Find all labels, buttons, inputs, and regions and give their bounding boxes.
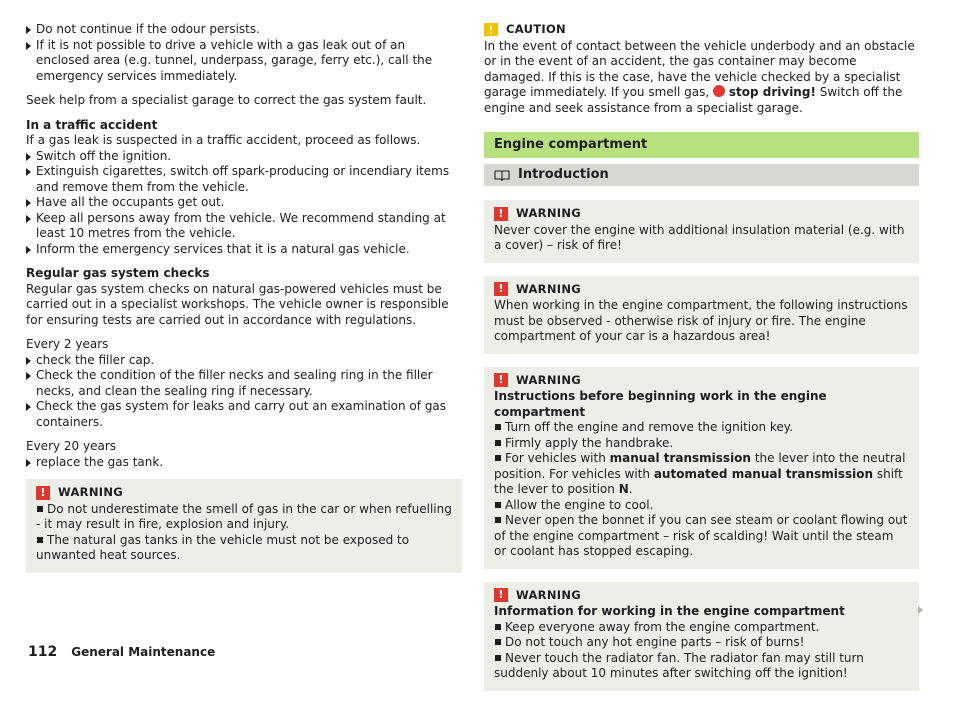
- warning-icon: !: [494, 282, 508, 296]
- warning-item: Keep everyone away from the engine compartment.: [494, 620, 909, 636]
- introduction-title: Introduction: [518, 167, 609, 182]
- warning-item: Allow the engine to cool.: [494, 498, 909, 514]
- warning-item: Never open the bonnet if you can see steam or coolant flowing out of the engine compartment – risk of scalding! Wait until the steam or coolant has stopped escaping.: [494, 513, 908, 558]
- list-item-text: If it is not possible to drive a vehicle with a gas leak out of an enclosed area (e.g. tunnel, underpass, garage, ferry etc.), call the emergency services immediately.: [36, 37, 433, 83]
- list-item-text: Check the gas system for leaks and carry out an examination of gas containers.: [36, 399, 447, 429]
- book-icon: [494, 169, 510, 181]
- stop-warning-light-icon: [713, 85, 725, 97]
- warning-text: Never cover the engine with additional insulation material (e.g. with a cover) – risk of fire!: [494, 222, 905, 252]
- list-item: [26, 38, 462, 85]
- list-item: [26, 368, 462, 399]
- introduction-bar: [484, 164, 919, 186]
- square-bullet-icon: [495, 639, 501, 645]
- list-item-text: check the filler cap.: [36, 352, 155, 367]
- list-item: [26, 164, 462, 195]
- list-item-text: Switch off the ignition.: [36, 148, 172, 163]
- right-column: [484, 22, 919, 704]
- arrow-bullet-icon: [26, 199, 31, 207]
- arrow-bullet-icon: [26, 168, 31, 176]
- caution-title: CAUTION: [506, 22, 566, 36]
- list-item: [26, 399, 462, 430]
- warning-box: [484, 582, 919, 691]
- list-item-text: Do not continue if the odour persists.: [36, 22, 260, 36]
- warning-heading: Information for working in the engine compartment: [494, 604, 845, 618]
- list-item: [26, 149, 462, 165]
- list-item: [26, 195, 462, 211]
- every-2-years-label: Every 2 years: [26, 337, 109, 351]
- section-title: Engine compartment: [484, 132, 919, 158]
- warning-title: WARNING: [516, 281, 581, 296]
- page-number: 112: [28, 644, 58, 660]
- square-bullet-icon: [495, 424, 501, 430]
- warning-icon: !: [494, 373, 508, 387]
- list-item-text: replace the gas tank.: [36, 454, 164, 469]
- warning-heading: Instructions before beginning work in the engine compartment: [494, 389, 827, 419]
- arrow-bullet-icon: [26, 246, 31, 254]
- every-20-years-label: Every 20 years: [26, 439, 117, 453]
- warning-item: For vehicles with manual transmission the lever into the neutral position. For vehicles with automated manual transmission shift the lever to position N.: [494, 451, 906, 496]
- warning-title: WARNING: [516, 372, 581, 387]
- caution-icon: [484, 23, 498, 36]
- warning-text: When working in the engine compartment, the following instructions must be observed - otherwise risk of injury or fire. The engine compartment of your car is a hazardous area!: [494, 298, 908, 343]
- arrow-bullet-icon: [26, 153, 31, 161]
- arrow-bullet-icon: [26, 459, 31, 467]
- warning-box: [484, 200, 919, 263]
- warning-item: Never touch the radiator fan. The radiator fan may still turn suddenly about 10 minutes after switching off the ignition!: [494, 650, 864, 680]
- list-item-text: Extinguish cigarettes, switch off spark-producing or incendiary items and remove them from the vehicle.: [36, 164, 450, 194]
- list-item: [26, 211, 462, 242]
- caution-text: In the event of contact between the vehicle underbody and an obstacle or in the event of an accident, the gas container may become damaged. If this is the case, have the vehicle checked by a specialist garage immediately. If you smell gas, stop driving! Switch off the engine and seek assistance from a specialist garage.: [484, 38, 915, 115]
- checks-heading: Regular gas system checks: [26, 266, 210, 280]
- warning-icon: !: [494, 588, 508, 602]
- list-item-text: Keep all persons away from the vehicle. We recommend standing at least 10 metres from the vehicle.: [36, 210, 446, 240]
- square-bullet-icon: [495, 440, 501, 446]
- warning-box: [484, 367, 919, 569]
- warning-item: Turn off the engine and remove the ignition key.: [494, 420, 909, 436]
- gas-warning-box: [26, 479, 462, 573]
- warning-icon: !: [494, 207, 508, 221]
- warning-item: Do not underestimate the smell of gas in the car or when refuelling - it may result in fire, explosion and injury.: [36, 501, 452, 531]
- arrow-bullet-icon: [26, 403, 31, 411]
- square-bullet-icon: [495, 624, 501, 630]
- seek-help-text: Seek help from a specialist garage to correct the gas system fault.: [26, 93, 427, 107]
- warning-title: WARNING: [516, 587, 581, 602]
- footer-section-label: General Maintenance: [71, 645, 216, 659]
- square-bullet-icon: [495, 502, 501, 508]
- list-item-text: Have all the occupants get out.: [36, 195, 225, 209]
- list-item: [26, 455, 462, 471]
- left-column: [26, 22, 462, 586]
- arrow-bullet-icon: [26, 42, 31, 50]
- arrow-bullet-icon: [26, 215, 31, 223]
- warning-item: The natural gas tanks in the vehicle must not be exposed to unwanted heat sources.: [36, 532, 410, 562]
- accident-heading: In a traffic accident: [26, 117, 158, 132]
- warning-title: WARNING: [516, 206, 581, 220]
- page-footer: [28, 645, 215, 661]
- list-item-text: Check the condition of the filler necks and sealing ring in the filler necks, and clean the sealing ring if necessary.: [36, 368, 433, 398]
- arrow-bullet-icon: [26, 372, 31, 380]
- list-item: [26, 242, 462, 258]
- square-bullet-icon: [37, 537, 43, 543]
- continue-arrow-icon: [918, 606, 923, 614]
- square-bullet-icon: [495, 655, 501, 661]
- warning-icon: !: [36, 486, 50, 500]
- square-bullet-icon: [37, 506, 43, 512]
- accident-intro: If a gas leak is suspected in a traffic accident, proceed as follows.: [26, 133, 421, 147]
- list-item: [26, 22, 462, 38]
- square-bullet-icon: [495, 517, 501, 523]
- arrow-bullet-icon: [26, 357, 31, 365]
- warning-box: [484, 276, 919, 354]
- warning-title: WARNING: [58, 485, 123, 499]
- list-item-text: Inform the emergency services that it is a natural gas vehicle.: [36, 241, 410, 256]
- caution-header: [484, 22, 919, 38]
- arrow-bullet-icon: [26, 26, 31, 34]
- warning-item: Firmly apply the handbrake.: [494, 436, 909, 452]
- square-bullet-icon: [495, 455, 501, 461]
- list-item: [26, 353, 462, 369]
- warning-item: Do not touch any hot engine parts – risk of burns!: [494, 635, 909, 651]
- checks-text: Regular gas system checks on natural gas-powered vehicles must be carried out in a specialist workshops. The vehicle owner is responsible for ensuring tests are carried out in accordance with regulations.: [26, 281, 449, 327]
